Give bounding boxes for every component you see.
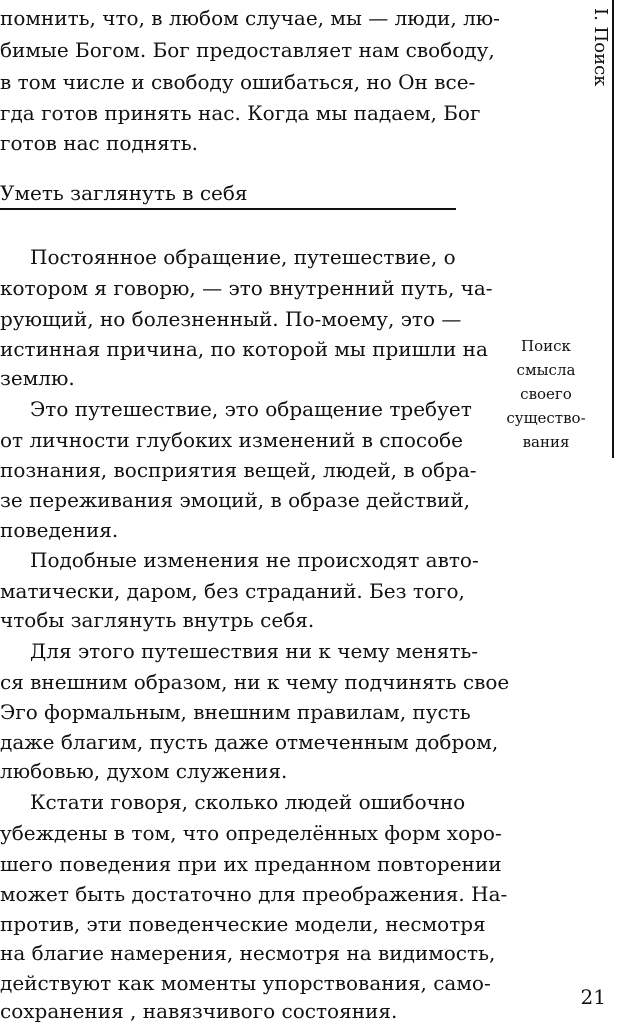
margin-note-line: смысла — [516, 361, 576, 379]
text-line: котором я говорю, — это внутренний путь, ча- — [0, 276, 493, 300]
text-line: Для этого путешествия ни к чему менять- — [30, 639, 479, 663]
margin-note — [486, 334, 606, 454]
text-line: от личности глубоких изменений в способе — [0, 428, 463, 452]
running-head: I. Поиск — [590, 8, 611, 87]
text-line: зе переживания эмоций, в образе действий, — [0, 488, 471, 512]
text-line: любовью, духом служения. — [0, 759, 288, 783]
text-line: рующий, но болезненный. По-моему, это — — [0, 307, 462, 331]
text-line: даже благим, пусть даже отмеченным добром, — [0, 730, 499, 754]
margin-note-line: существо- — [506, 409, 586, 427]
text-line: Это путешествие, это обращение требует — [30, 397, 472, 421]
text-line: помнить, что, в любом случае, мы — люди, лю- — [0, 6, 500, 30]
text-line: познания, восприятия вещей, людей, в обра- — [0, 458, 477, 482]
text-line: Эго формальным, внешним правилам, пусть — [0, 700, 471, 724]
margin-note-line: Поиск — [521, 337, 571, 355]
margin-note-line: своего — [520, 385, 572, 403]
section-heading: Уметь заглянуть в себя — [0, 181, 248, 205]
margin-note-line: вания — [522, 433, 570, 451]
text-line: чтобы заглянуть внутрь себя. — [0, 608, 315, 632]
text-line: убеждены в том, что определённых форм хоро- — [0, 821, 502, 845]
text-line: истинная причина, по которой мы пришли на — [0, 337, 488, 361]
text-line: готов нас поднять. — [0, 131, 198, 155]
text-line: бимые Богом. Бог предоставляет нам свободу, — [0, 38, 495, 62]
heading-underline — [0, 208, 456, 210]
text-line: Постоянное обращение, путешествие, о — [30, 245, 456, 269]
margin-rule — [612, 0, 614, 458]
text-line: Подобные изменения не происходят авто- — [30, 548, 479, 572]
text-line: гда готов принять нас. Когда мы падаем, Бог — [0, 101, 481, 125]
text-line: в том числе и свободу ошибаться, но Он все- — [0, 70, 476, 94]
text-line: землю. — [0, 366, 75, 390]
text-line: поведения. — [0, 518, 119, 542]
text-line: матически, даром, без страданий. Без того, — [0, 579, 465, 603]
text-line: сохранения , навязчивого состояния. — [0, 999, 398, 1023]
text-line: на благие намерения, несмотря на видимость, — [0, 941, 496, 965]
text-line: против, эти поведенческие модели, несмотря — [0, 912, 486, 936]
page-number: 21 — [580, 985, 606, 1009]
text-line: Кстати говоря, сколько людей ошибочно — [30, 790, 466, 814]
text-line: ся внешним образом, ни к чему подчинять свое — [0, 670, 510, 694]
text-line: может быть достаточно для преображения. На- — [0, 882, 508, 906]
text-line: шего поведения при их преданном повторении — [0, 852, 502, 876]
text-line: действуют как моменты упорствования, само- — [0, 971, 491, 995]
